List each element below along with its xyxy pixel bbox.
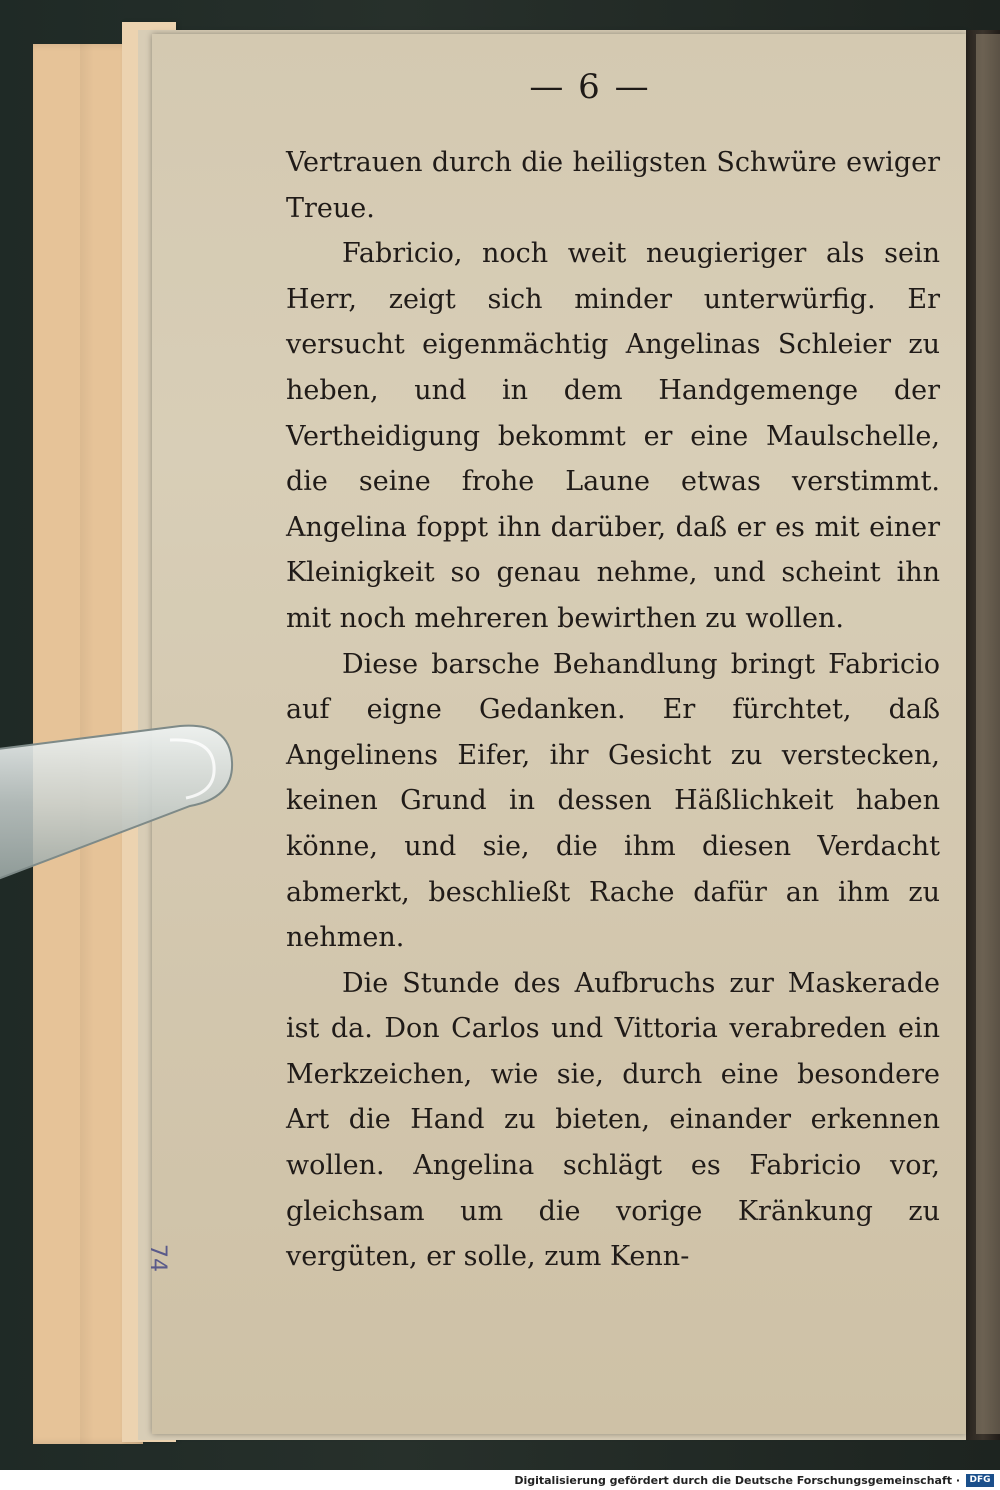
paragraph: Die Stunde des Aufbruchs zur Maskerade ist da. Don Carlos und Vittoria verabreden ein Merkzeichen, wie sie, durch eine besondere Art die Hand zu bieten, einander erkennen wollen. Angelina schlägt es Fabricio vor, gleichsam um die vorige Kränkung zu vergüten, er solle, zum Kenn- <box>286 967 940 1273</box>
plastic-page-clip-icon <box>0 722 240 892</box>
page-edge-strip <box>976 34 1000 1434</box>
paragraph: Diese barsche Behandlung bringt Fabricio auf eigne Gedanken. Er fürchtet, daß Angelinens Eifer, ihr Gesicht zu verstecken, keinen Grund in dessen Häßlichkeit haben könne, und sie, die ihm diesen Verdacht abmerkt, beschließt Rache dafür an ihm zu nehmen. <box>286 648 940 954</box>
page-text <box>286 140 940 1280</box>
footer-bar <box>0 1470 1000 1490</box>
page-number: — 6 — <box>529 67 651 107</box>
paragraph: Vertrauen durch die heiligsten Schwüre ewiger Treue. <box>286 147 940 224</box>
margin-pencil-mark: 74 <box>145 1244 170 1272</box>
paragraph: Fabricio, noch weit neugieriger als sein Herr, zeigt sich minder unterwürfig. Er versucht eigenmächtig Angelinas Schleier zu heben, und in dem Handgemenge der Vertheidigung bekommt er eine Maulschelle, die seine frohe Laune etwas verstimmt. Angelina foppt ihn darüber, daß er es mit einer Kleinigkeit so genau nehme, und scheint ihn mit noch mehreren bewirthen zu wollen. <box>286 238 940 634</box>
digitization-credit: Digitalisierung gefördert durch die Deutsche Forschungsgemeinschaft · <box>514 1473 960 1487</box>
dfg-logo: DFG <box>966 1474 994 1487</box>
